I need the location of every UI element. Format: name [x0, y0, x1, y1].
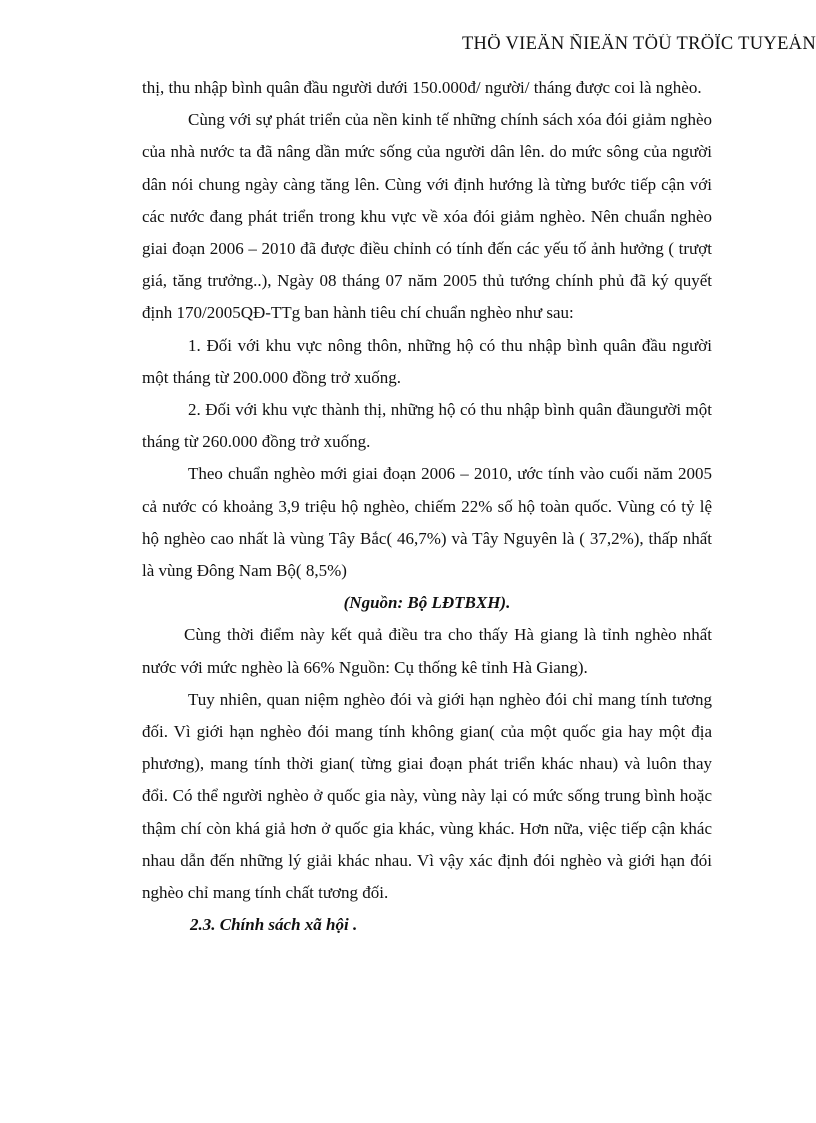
document-body [142, 72, 712, 941]
paragraph-poverty-policy: Cùng với sự phát triển của nền kinh tế những chính sách xóa đói giảm nghèo của nhà nước ta đã nâng dần mức sống của người dân lên. do mức sông của người dân nói chung ngày càng tăng lên. Cùng với định hướng là từng bước tiếp cận với các nước đang phát triển trong khu vực về xóa đói giảm nghèo. Nên chuẩn nghèo giai đoạn 2006 – 2010 đã được điều chỉnh có tính đến các yếu tố ảnh hưởng ( trượt giá, tăng trưởng..), Ngày 08 tháng 07 năm 2005 thủ tướng chính phủ đã ký quyết định 170/2005QĐ-TTg ban hành tiêu chí chuẩn nghèo như sau: [142, 110, 712, 323]
paragraph-poverty-estimate: Theo chuẩn nghèo mới giai đoạn 2006 – 2010, ước tính vào cuối năm 2005 cả nước có khoảng 3,9 triệu hộ nghèo, chiếm 22% số hộ toàn quốc. Vùng có tỷ lệ hộ nghèo cao nhất là vùng Tây Bắc( 46,7%) và Tây Nguyên là ( 37,2%), thấp nhất là vùng Đông Nam Bộ( 8,5%) [142, 464, 712, 581]
page-header-title: THÖ VIEÄN ÑIEÄN TÖÛ TRÖÏC TUYEÁN [461, 34, 816, 54]
paragraph-relative-poverty: Tuy nhiên, quan niệm nghèo đói và giới hạn nghèo đói chỉ mang tính tương đối. Vì giới hạn nghèo đói mang tính không gian( của một quốc gia hay một địa phương), mang tính thời gian( từng giai đoạn phát triển khác nhau) và luôn thay đổi. Có thể người nghèo ở quốc gia này, vùng này lại có mức sống trung bình hoặc thậm chí còn khá giả hơn ở quốc gia khác, vùng khác. Hơn nữa, việc tiếp cận khác nhau dẫn đến những lý giải khác nhau. Vì vậy xác định đói nghèo và giới hạn đói nghèo chỉ mang tính chất tương đối. [142, 689, 712, 903]
paragraph-continuation: thị, thu nhập bình quân đầu người dưới 150.000đ/ người/ tháng được coi là nghèo. [142, 78, 702, 97]
paragraph-rural-standard: 1. Đối với khu vực nông thôn, những hộ có thu nhập bình quân đầu người một tháng từ 200.000 đồng trở xuống. [142, 335, 712, 387]
paragraph-ha-giang: Cùng thời điểm này kết quả điều tra cho thấy Hà giang là tỉnh nghèo nhất nước với mức nghèo là 66% Nguồn: Cụ thống kê tỉnh Hà Giang). [142, 625, 712, 677]
section-heading-social-policy: 2.3. Chính sách xã hội . [190, 915, 358, 935]
paragraph-urban-standard: 2. Đối với khu vực thành thị, những hộ có thu nhập bình quân đầungười một tháng từ 260.000 đồng trở xuống. [142, 400, 712, 452]
source-citation: (Nguồn: Bộ LĐTBXH). [343, 593, 511, 613]
